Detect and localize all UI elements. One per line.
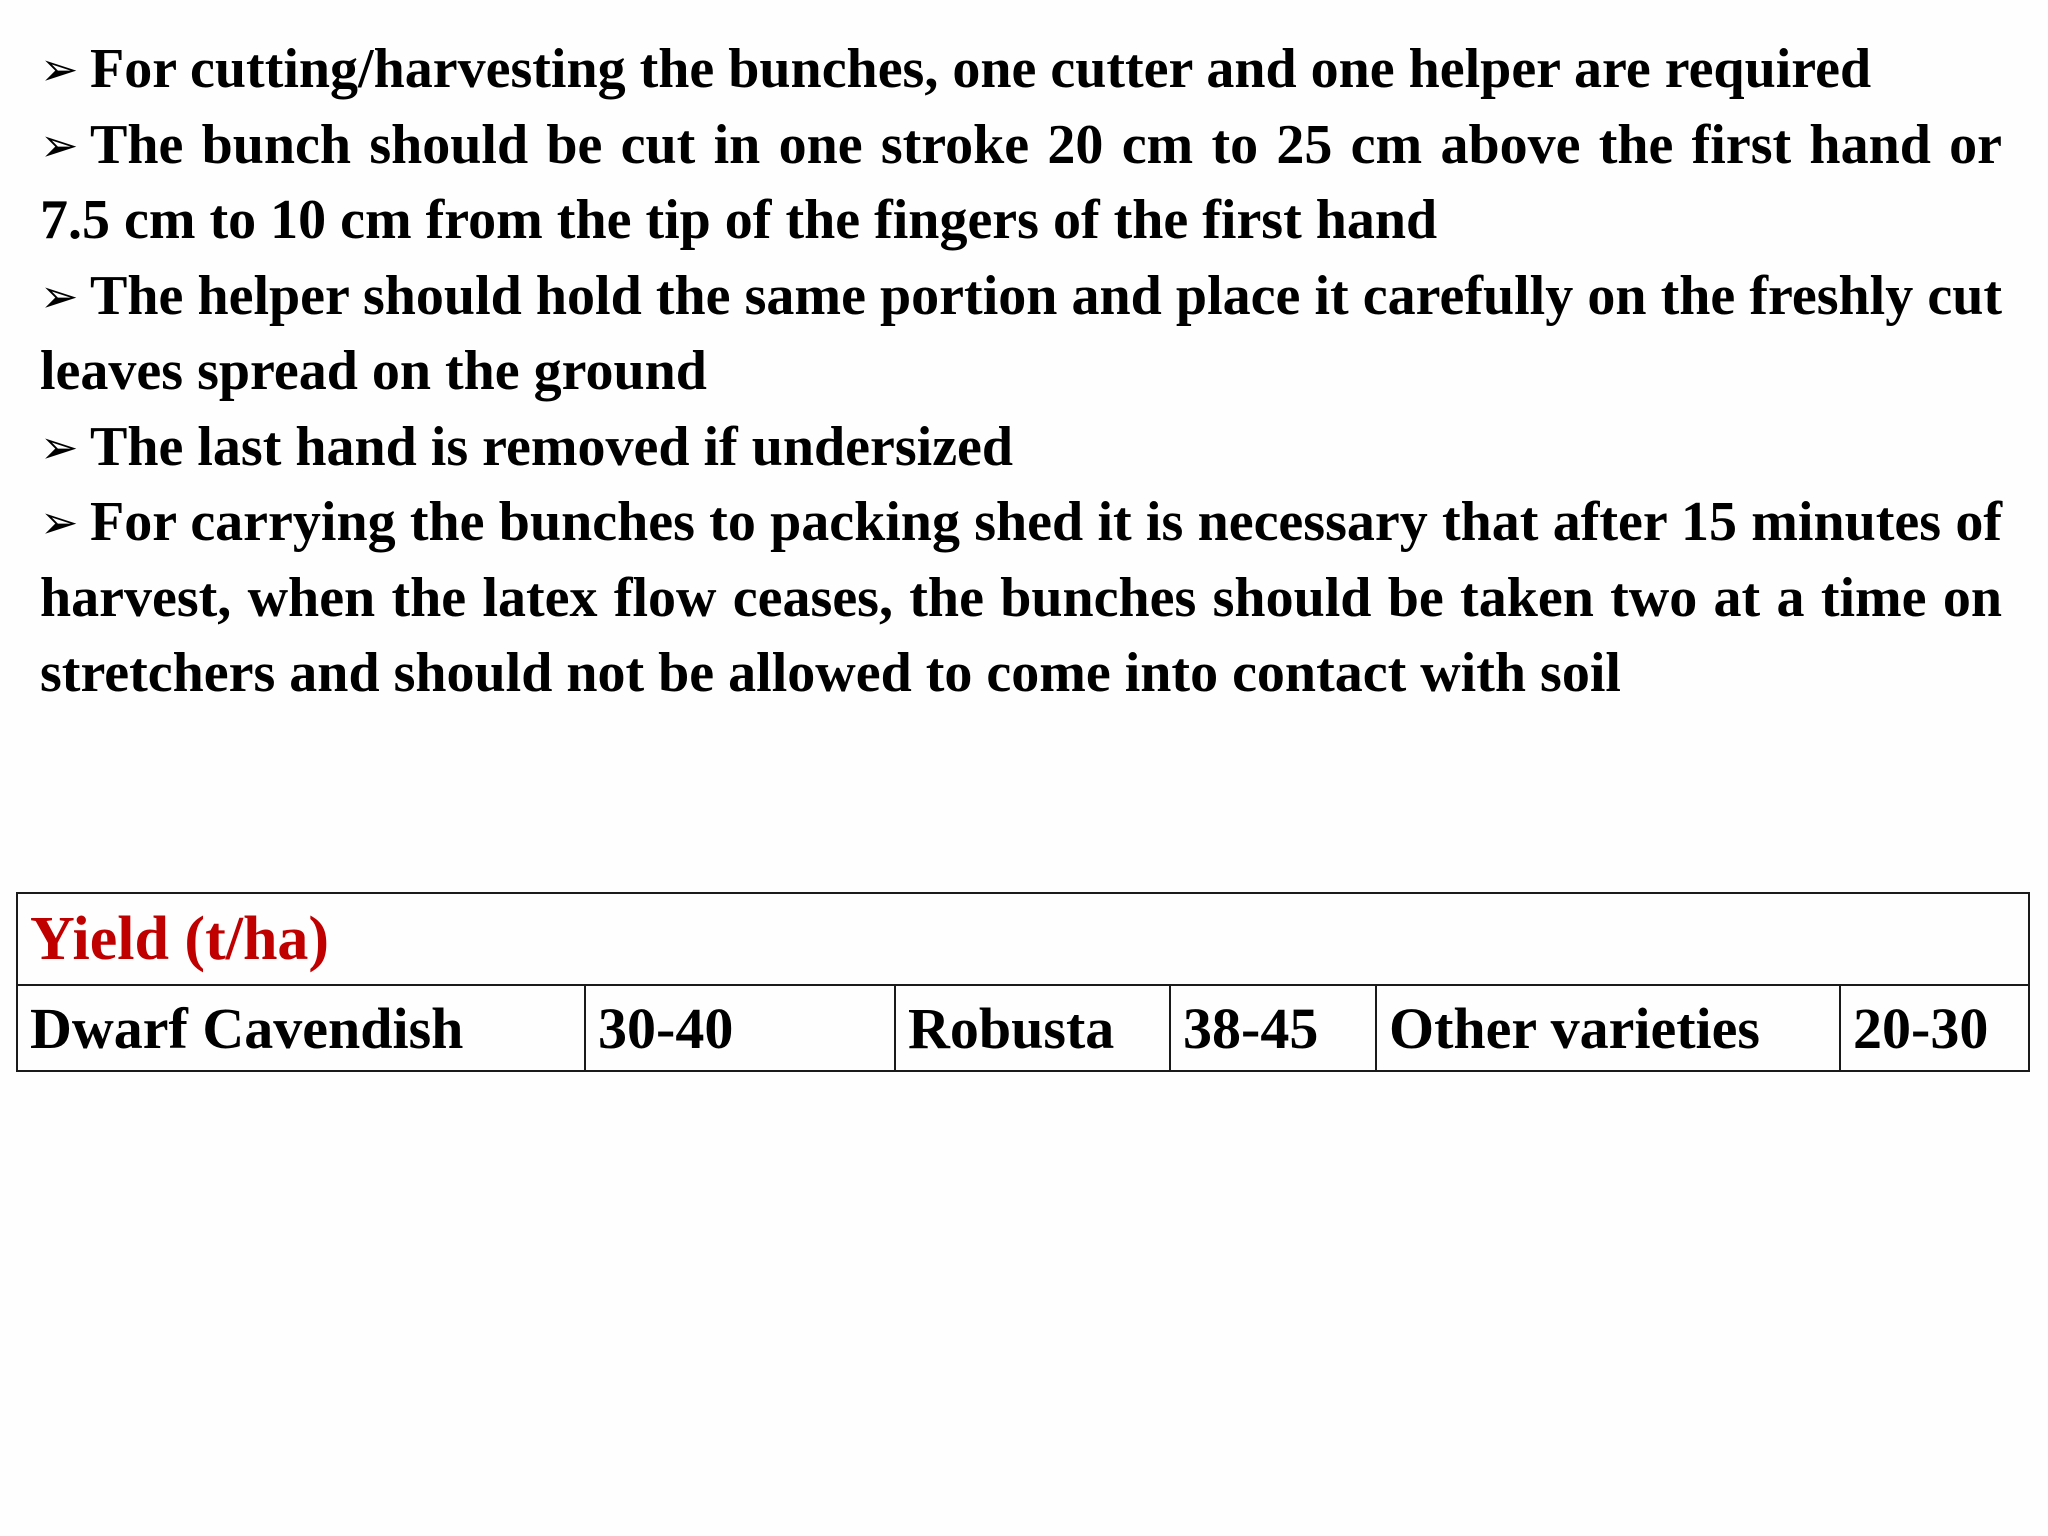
yield-title-row — [17, 893, 2029, 985]
yield-value-cell: 38-45 — [1170, 985, 1376, 1071]
bullet-text: For carrying the bunches to packing shed it is necessary that after 15 minutes of harvest, when the latex flow ceases, the bunches should be taken two at a time on stretchers and should not be allowed to come into contact with soil — [40, 491, 2002, 704]
bullet-text: The last hand is removed if undersized — [90, 415, 1014, 478]
bullet-item — [40, 485, 2002, 712]
bullet-item — [40, 108, 2002, 259]
arrow-bullet-icon: ➢ — [40, 268, 79, 323]
bullet-text: The helper should hold the same portion and place it carefully on the freshly cut leaves spread on the ground — [40, 264, 2002, 402]
bullet-item — [40, 259, 2002, 410]
bullet-item — [40, 32, 2002, 108]
bullet-text: For cutting/harvesting the bunches, one cutter and one helper are required — [90, 38, 1872, 100]
bullet-list — [40, 32, 2002, 712]
bullet-item — [40, 410, 2002, 486]
variety-cell: Other varieties — [1376, 985, 1840, 1071]
arrow-bullet-icon: ➢ — [40, 117, 79, 172]
yield-value-cell: 20-30 — [1840, 985, 2029, 1071]
arrow-bullet-icon: ➢ — [40, 42, 79, 96]
arrow-bullet-icon: ➢ — [40, 495, 79, 549]
variety-cell: Robusta — [895, 985, 1170, 1071]
yield-data-row — [17, 985, 2029, 1071]
arrow-bullet-icon: ➢ — [40, 419, 79, 474]
yield-title: Yield (t/ha) — [17, 893, 2029, 985]
yield-table — [16, 892, 2030, 1072]
bullet-text: The bunch should be cut in one stroke 20 cm to 25 cm above the first hand or 7.5 cm to 10 cm from the tip of the fingers of the first hand — [40, 113, 2002, 251]
variety-cell: Dwarf Cavendish — [17, 985, 585, 1071]
yield-value-cell: 30-40 — [585, 985, 895, 1071]
